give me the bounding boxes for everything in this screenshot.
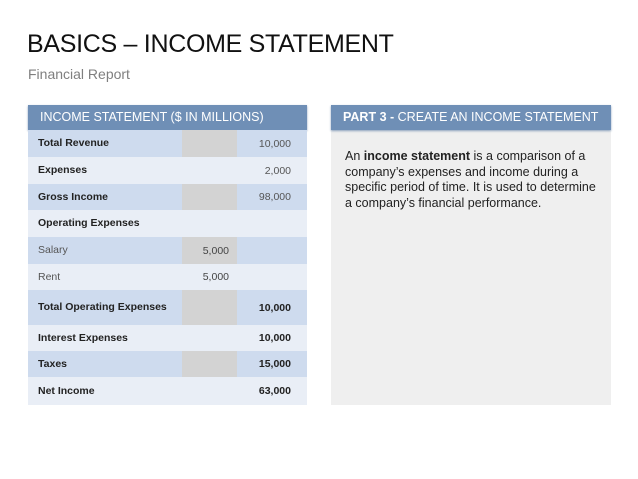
cell-label: Expenses: [38, 164, 88, 176]
table-row: [28, 264, 307, 290]
cell-label: Net Income: [38, 384, 95, 397]
cell-label: Total Revenue: [38, 137, 109, 149]
cell-label: Rent: [38, 270, 61, 283]
cell-mid: [182, 325, 237, 351]
panel-header-part: PART 3 -: [343, 110, 395, 124]
cell-value: 10,000: [258, 301, 291, 314]
cell-mid: [182, 157, 237, 184]
table-row: [28, 157, 307, 184]
panel-header: [331, 105, 611, 130]
cell-mid: [182, 351, 237, 377]
cell-label: Interest Expenses: [38, 331, 128, 344]
cell-label: Gross Income: [38, 190, 109, 203]
cell-mid: [182, 184, 237, 210]
page-title: BASICS – INCOME STATEMENT: [27, 30, 394, 58]
cell-value: [237, 264, 307, 290]
table-row: [28, 130, 307, 157]
cell-value: 10,000: [258, 137, 291, 150]
table-header: INCOME STATEMENT ($ IN MILLIONS): [28, 105, 307, 130]
cell-mid: 5,000: [182, 237, 237, 264]
panel-body: [331, 130, 611, 211]
panel-header-title: CREATE AN INCOME STATEMENT: [394, 110, 599, 124]
table-row: [28, 210, 307, 237]
cell-value: [237, 210, 307, 237]
body-text-start: An: [345, 149, 364, 163]
cell-label: Total Operating Expenses: [38, 301, 167, 313]
cell-mid: [182, 210, 237, 237]
table-row: [28, 377, 307, 405]
cell-value: [237, 237, 307, 264]
cell-label: Operating Expenses: [38, 217, 140, 229]
table-row: [28, 325, 307, 351]
cell-mid: [182, 377, 237, 405]
body-text-term: income statement: [363, 149, 471, 163]
cell-mid: 5,000: [202, 271, 229, 283]
cell-value: 63,000: [258, 385, 291, 397]
cell-value: 2,000: [264, 164, 291, 177]
table-row: [28, 351, 307, 377]
table-row: [28, 184, 307, 210]
page-subtitle: Financial Report: [28, 66, 130, 82]
cell-value: 98,000: [258, 191, 291, 203]
cell-mid: [182, 130, 237, 157]
table-row: [28, 290, 307, 325]
table-row: [28, 237, 307, 264]
cell-value: 10,000: [258, 332, 291, 344]
cell-value: 15,000: [258, 358, 291, 370]
part3-panel: [331, 105, 611, 405]
cell-label: Taxes: [38, 357, 67, 370]
income-statement-table: [28, 105, 307, 405]
cell-mid: [182, 290, 237, 325]
body-text-rest: is a comparison of a company’s expenses and income during a specific period of time. It is used to determine a company’s financial performance.: [345, 149, 596, 210]
cell-label: Salary: [38, 244, 68, 256]
